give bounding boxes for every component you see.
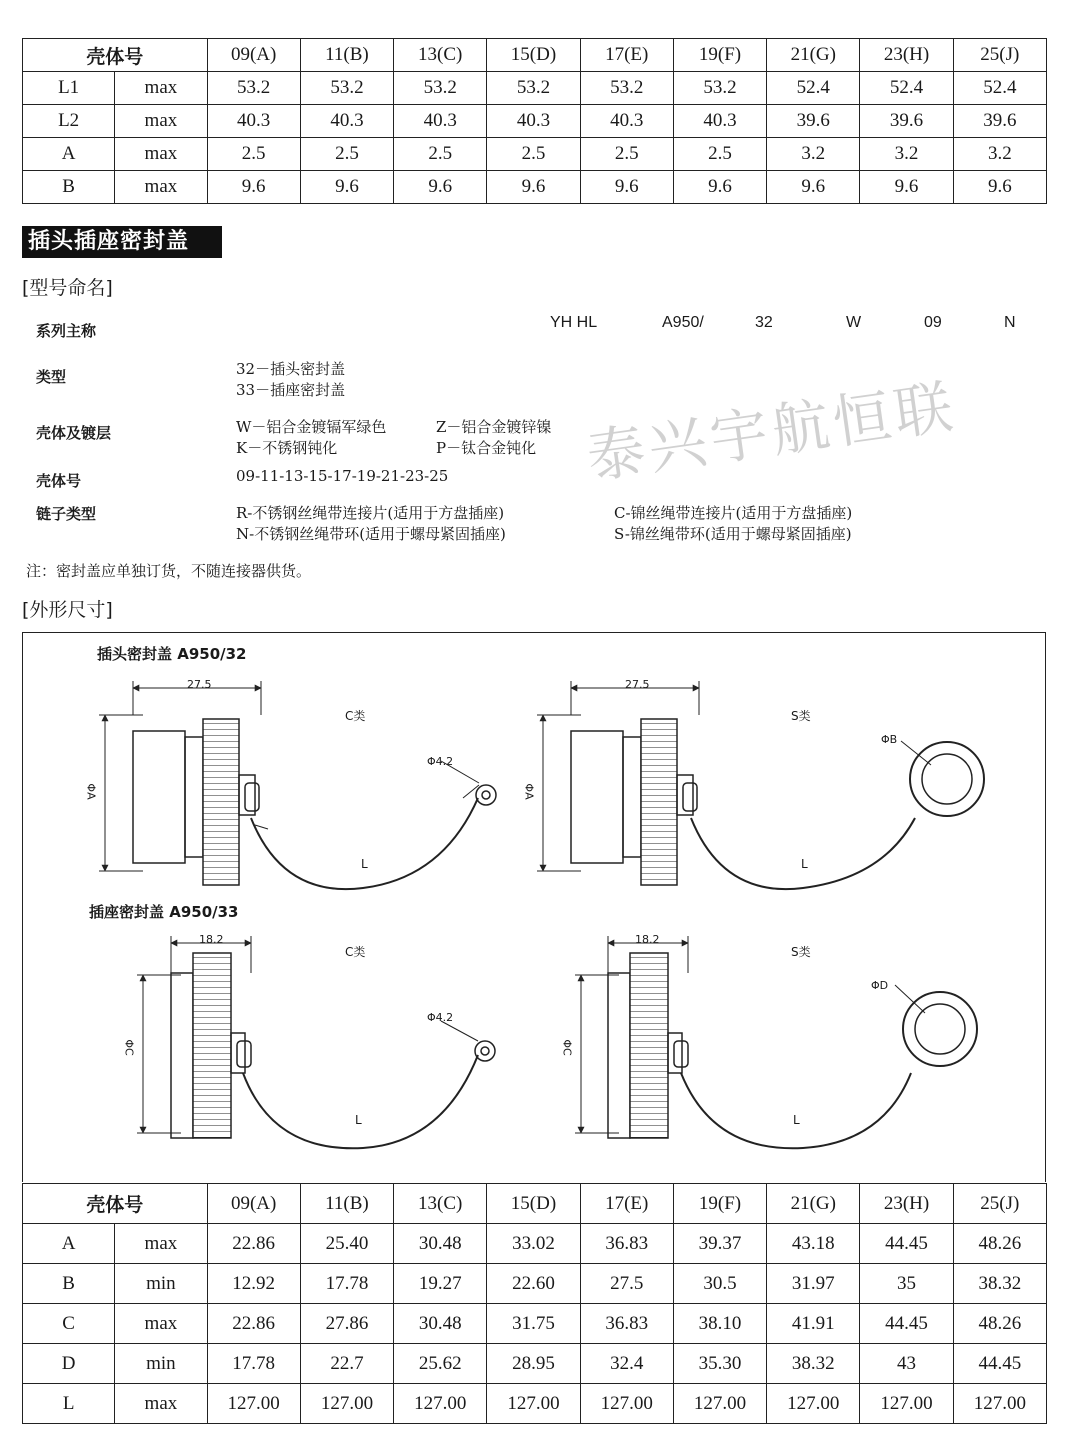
dia-b-label: ΦB <box>881 733 898 746</box>
label-shell-plating: 壳体及镀层 <box>36 424 112 442</box>
section-title: 插头插座密封盖 <box>22 226 222 258</box>
cell: 52.4 <box>860 72 953 105</box>
cell: 44.45 <box>860 1224 953 1264</box>
table-row <box>23 1264 1047 1304</box>
table-row <box>23 1304 1047 1344</box>
size-header: 25(J) <box>953 39 1046 72</box>
receptacle-c-type-drawing <box>137 936 495 1148</box>
row-limit: min <box>115 1344 207 1384</box>
cell: 40.3 <box>394 105 487 138</box>
cell: 28.95 <box>487 1344 580 1384</box>
row-limit: max <box>115 1224 207 1264</box>
code-part-base: A950/ <box>662 314 704 331</box>
cell: 39.37 <box>673 1224 766 1264</box>
cell: 38.32 <box>953 1264 1046 1304</box>
length-l-label: L <box>793 1113 800 1127</box>
cell: 30.5 <box>673 1264 766 1304</box>
cell: 2.5 <box>207 138 300 171</box>
label-chain: 链子类型 <box>36 505 97 523</box>
cell: 53.2 <box>487 72 580 105</box>
type-option: 33－插座密封盖 <box>236 381 346 399</box>
top-dimension-table <box>22 38 1047 204</box>
chain-option: N-不锈钢丝绳带环(适用于螺母紧固插座) <box>236 525 506 543</box>
cell: 2.5 <box>673 138 766 171</box>
code-part-type: 32 <box>755 314 773 331</box>
c-type-label: C类 <box>345 945 366 959</box>
cell: 127.00 <box>300 1384 393 1424</box>
cell: 39.6 <box>767 105 860 138</box>
plug-title: 插头密封盖 A950/32 <box>97 645 247 663</box>
naming-header: [型号命名] <box>22 277 113 299</box>
cell: 2.5 <box>580 138 673 171</box>
watermark: 泰兴宇航恒联 <box>582 372 961 492</box>
dia-a-label: ΦA <box>84 783 98 800</box>
cell: 12.92 <box>207 1264 300 1304</box>
row-name: L2 <box>23 105 115 138</box>
cell: 3.2 <box>767 138 860 171</box>
cell: 127.00 <box>394 1384 487 1424</box>
cell: 40.3 <box>580 105 673 138</box>
cell: 2.5 <box>487 138 580 171</box>
chain-option: R-不锈钢丝绳带连接片(适用于方盘插座) <box>236 504 505 522</box>
cell: 39.6 <box>860 105 953 138</box>
table-header-row <box>23 1184 1047 1224</box>
label-shell-no: 壳体号 <box>36 472 82 490</box>
length-l-label: L <box>801 857 808 871</box>
cell: 17.78 <box>207 1344 300 1384</box>
row-limit: max <box>115 171 207 204</box>
cell: 22.86 <box>207 1224 300 1264</box>
cell: 22.60 <box>487 1264 580 1304</box>
cell: 32.4 <box>580 1344 673 1384</box>
cell: 9.6 <box>673 171 766 204</box>
cell: 48.26 <box>953 1304 1046 1344</box>
cell: 48.26 <box>953 1224 1046 1264</box>
table-row <box>23 1224 1047 1264</box>
cell: 44.45 <box>860 1304 953 1344</box>
size-header: 17(E) <box>580 1184 673 1224</box>
cell: 40.3 <box>300 105 393 138</box>
s-type-label: S类 <box>791 945 811 959</box>
row-name: C <box>23 1304 115 1344</box>
dia-d-label: ΦD <box>871 979 889 992</box>
size-header: 09(A) <box>207 1184 300 1224</box>
cell: 40.3 <box>207 105 300 138</box>
size-header: 19(F) <box>673 39 766 72</box>
row-name: B <box>23 1264 115 1304</box>
drawing-area <box>22 632 1046 1182</box>
dia-a-label: ΦA <box>522 783 536 800</box>
cell: 33.02 <box>487 1224 580 1264</box>
table-row <box>23 105 1047 138</box>
cell: 127.00 <box>673 1384 766 1424</box>
s-type-label: S类 <box>791 709 811 723</box>
row-limit: max <box>115 138 207 171</box>
cell: 52.4 <box>953 72 1046 105</box>
table-row <box>23 138 1047 171</box>
label-type: 类型 <box>36 368 67 386</box>
cell: 22.86 <box>207 1304 300 1344</box>
chain-option: S-锦丝绳带环(适用于螺母紧固插座) <box>614 525 852 543</box>
cell: 9.6 <box>860 171 953 204</box>
row-name: L1 <box>23 72 115 105</box>
plating-option: K－不锈钢钝化 <box>236 439 338 457</box>
code-part-series: YH HL <box>550 314 598 331</box>
code-part-shell: 09 <box>924 314 942 331</box>
table-row <box>23 171 1047 204</box>
cell: 53.2 <box>300 72 393 105</box>
cell: 35 <box>860 1264 953 1304</box>
plug-c-type-drawing <box>99 681 496 889</box>
cell: 127.00 <box>860 1384 953 1424</box>
cell: 9.6 <box>953 171 1046 204</box>
code-part-plating: W <box>846 314 862 331</box>
cell: 127.00 <box>487 1384 580 1424</box>
table-header-row <box>23 39 1047 72</box>
hole-diameter-label: Φ4.2 <box>427 755 454 768</box>
cell: 17.78 <box>300 1264 393 1304</box>
row-limit: max <box>115 1384 207 1424</box>
cell: 127.00 <box>207 1384 300 1424</box>
row-name: A <box>23 1224 115 1264</box>
dia-c-label: ΦC <box>122 1039 136 1056</box>
size-header: 15(D) <box>487 39 580 72</box>
plug-length-label: 27.5 <box>625 678 650 691</box>
cell: 30.48 <box>394 1224 487 1264</box>
cell: 41.91 <box>767 1304 860 1344</box>
plug-length-label: 27.5 <box>187 678 212 691</box>
length-l-label: L <box>361 857 368 871</box>
cell: 40.3 <box>487 105 580 138</box>
rec-length-label: 18.2 <box>199 933 224 946</box>
code-part-chain: N <box>1004 314 1016 331</box>
row-limit: min <box>115 1264 207 1304</box>
size-header: 21(G) <box>767 1184 860 1224</box>
cell: 9.6 <box>207 171 300 204</box>
size-header: 17(E) <box>580 39 673 72</box>
cell: 36.83 <box>580 1224 673 1264</box>
row-name: D <box>23 1344 115 1384</box>
cell: 25.40 <box>300 1224 393 1264</box>
cell: 2.5 <box>394 138 487 171</box>
size-header: 13(C) <box>394 39 487 72</box>
plug-s-type-drawing <box>537 681 984 889</box>
row-name: A <box>23 138 115 171</box>
cell: 35.30 <box>673 1344 766 1384</box>
cell: 9.6 <box>580 171 673 204</box>
cell: 31.75 <box>487 1304 580 1344</box>
cell: 38.32 <box>767 1344 860 1384</box>
cell: 44.45 <box>953 1344 1046 1384</box>
cell: 38.10 <box>673 1304 766 1344</box>
size-header: 25(J) <box>953 1184 1046 1224</box>
plating-option: P－钛合金钝化 <box>436 439 537 457</box>
cell: 3.2 <box>860 138 953 171</box>
type-option: 32－插头密封盖 <box>236 360 346 378</box>
cell: 22.7 <box>300 1344 393 1384</box>
cell: 53.2 <box>207 72 300 105</box>
rec-length-label: 18.2 <box>635 933 660 946</box>
plating-option: Z－铝合金镀锌镍 <box>436 418 552 436</box>
receptacle-s-type-drawing <box>575 936 977 1148</box>
hole-diameter-label: Φ4.2 <box>427 1011 454 1024</box>
shell-header: 壳体号 <box>23 1184 208 1224</box>
cell: 31.97 <box>767 1264 860 1304</box>
shell-header: 壳体号 <box>23 39 208 72</box>
size-header: 23(H) <box>860 1184 953 1224</box>
cell: 40.3 <box>673 105 766 138</box>
cell: 9.6 <box>394 171 487 204</box>
row-limit: max <box>115 1304 207 1344</box>
cell: 2.5 <box>300 138 393 171</box>
cell: 27.5 <box>580 1264 673 1304</box>
chain-option: C-锦丝绳带连接片(适用于方盘插座) <box>614 504 853 522</box>
cell: 9.6 <box>767 171 860 204</box>
cell: 27.86 <box>300 1304 393 1344</box>
cell: 52.4 <box>767 72 860 105</box>
cell: 127.00 <box>953 1384 1046 1424</box>
length-l-label: L <box>355 1113 362 1127</box>
cell: 9.6 <box>300 171 393 204</box>
size-header: 13(C) <box>394 1184 487 1224</box>
cell: 25.62 <box>394 1344 487 1384</box>
cell: 9.6 <box>487 171 580 204</box>
cell: 53.2 <box>580 72 673 105</box>
dia-c-label: ΦC <box>560 1039 574 1056</box>
plating-option: W－铝合金镀镉军绿色 <box>236 418 387 436</box>
bottom-dimension-table <box>22 1183 1047 1424</box>
order-note: 注：密封盖应单独订货，不随连接器供货。 <box>26 562 312 580</box>
size-header: 11(B) <box>300 39 393 72</box>
row-limit: max <box>115 105 207 138</box>
size-header: 19(F) <box>673 1184 766 1224</box>
receptacle-title: 插座密封盖 A950/33 <box>89 903 239 921</box>
cell: 43 <box>860 1344 953 1384</box>
row-name: L <box>23 1384 115 1424</box>
size-header: 11(B) <box>300 1184 393 1224</box>
c-type-label: C类 <box>345 709 366 723</box>
row-limit: max <box>115 72 207 105</box>
cell: 39.6 <box>953 105 1046 138</box>
dimensions-header: [外形尺寸] <box>22 599 113 621</box>
table-row <box>23 72 1047 105</box>
size-header: 23(H) <box>860 39 953 72</box>
shell-numbers: 09-11-13-15-17-19-21-23-25 <box>236 467 449 485</box>
cell: 36.83 <box>580 1304 673 1344</box>
cell: 53.2 <box>673 72 766 105</box>
label-series: 系列主称 <box>36 322 97 340</box>
cell: 3.2 <box>953 138 1046 171</box>
row-name: B <box>23 171 115 204</box>
size-header: 21(G) <box>767 39 860 72</box>
cell: 19.27 <box>394 1264 487 1304</box>
cell: 30.48 <box>394 1304 487 1344</box>
cell: 43.18 <box>767 1224 860 1264</box>
table-row <box>23 1344 1047 1384</box>
cell: 127.00 <box>580 1384 673 1424</box>
cell: 127.00 <box>767 1384 860 1424</box>
size-header: 09(A) <box>207 39 300 72</box>
table-row <box>23 1384 1047 1424</box>
cell: 53.2 <box>394 72 487 105</box>
size-header: 15(D) <box>487 1184 580 1224</box>
